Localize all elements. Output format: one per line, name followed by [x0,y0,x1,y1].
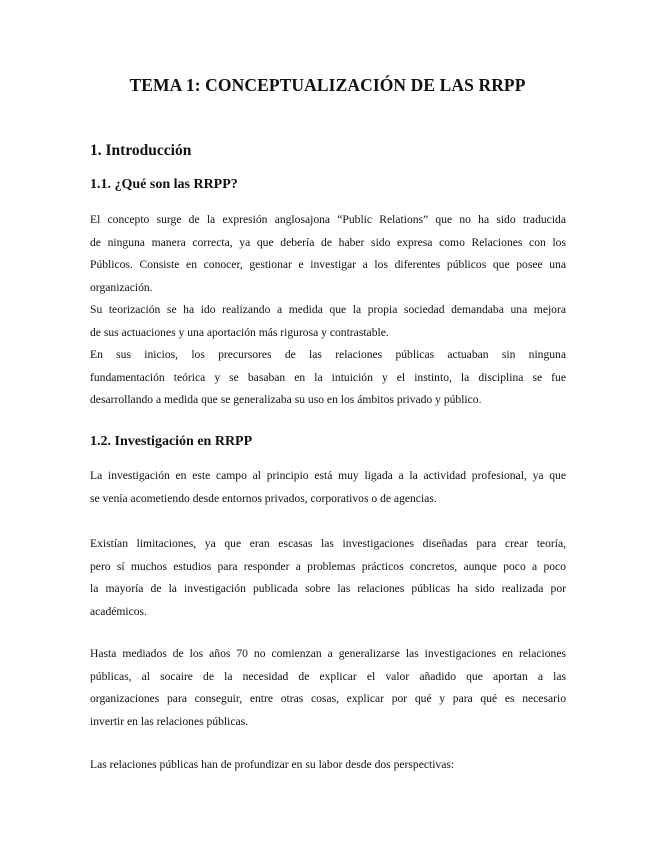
paragraph-perspectivas [90,754,566,777]
text-line: públicas, al socaire de la necesidad de explicar el valor añadido que aportan a las [90,669,566,683]
text-line: Existían limitaciones, ya que eran escasas las investigaciones diseñadas para crear teoría, [90,537,566,550]
text-line: de sus actuaciones y una aportación más rigurosa y contrastable. [90,325,389,339]
document-title: TEMA 1: CONCEPTUALIZACIÓN DE LAS RRPP [129,75,526,95]
text-line: Su teorización se ha ido realizando a medida que la propia sociedad demandaba una mejora [90,303,566,316]
text-line: académicos. [90,604,147,618]
text-line: El concepto surge de la expresión anglosajona “Public Relations” que no ha sido traducida [90,213,566,226]
text-line: de ninguna manera correcta, ya que debería de haber sido expresa como Relaciones con los [90,235,566,249]
paragraph-limitaciones [90,533,566,623]
text-line: fundamentación teórica y se basaban en la intuición y el instinto, la disciplina se fue [90,370,566,384]
paragraph-teorizacion [90,299,566,344]
text-line: En sus inicios, los precursores de las relaciones públicas actuaban sin ninguna [90,348,566,361]
text-line: organización. [90,280,153,294]
paragraph-investigacion-campo [90,465,566,510]
text-line: invertir en las relaciones públicas. [90,714,249,728]
section-heading-introduccion: 1. Introducción [90,142,192,159]
text-line: Públicos. Consiste en conocer, gestionar e investigar a los diferentes públicos que posee una [90,258,566,271]
subsection-heading-que-son: 1.1. ¿Qué son las RRPP? [90,177,238,192]
subsection-heading-investigacion: 1.2. Investigación en RRPP [90,434,253,449]
text-line: se venía acometiendo desde entornos privados, corporativos o de agencias. [90,491,437,505]
text-line: la mayoría de la investigación publicada sobre las relaciones públicas ha sido realizada por [90,582,566,595]
text-line: desarrollando a medida que se generalizaba su uso en los ámbitos privado y público. [90,393,482,406]
paragraph-concepto [90,209,566,299]
text-line: pero sí muchos estudios para responder a problemas prácticos concretos, aunque poco a poco [90,559,566,573]
text-line: La investigación en este campo al principio está muy ligada a la actividad profesional, ya que [90,469,566,482]
paragraph-anos-70 [90,643,566,733]
text-line: Hasta mediados de los años 70 no comienzan a generalizarse las investigaciones en relaciones [90,647,566,660]
text-line: Las relaciones públicas han de profundizar en su labor desde dos perspectivas: [90,758,455,771]
paragraph-inicios [90,344,566,412]
text-line: organizaciones para conseguir, entre otras cosas, explicar por qué y para qué es necesario [90,692,566,705]
